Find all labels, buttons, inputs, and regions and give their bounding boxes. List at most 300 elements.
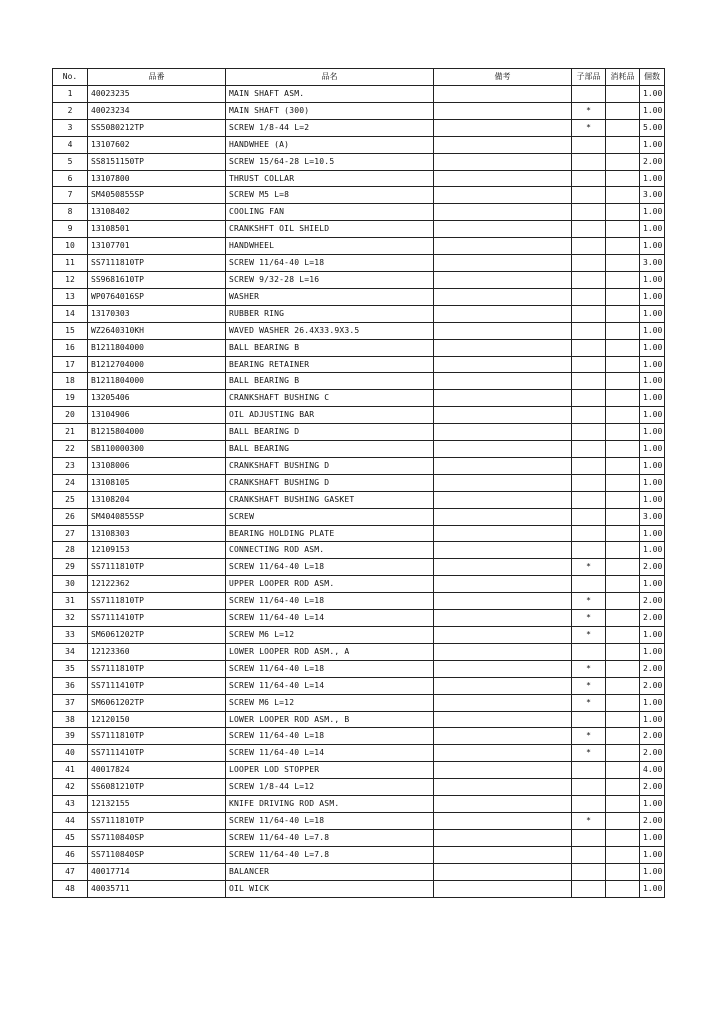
sub-part-mark (572, 474, 606, 491)
part-name: LOOPER LOD STOPPER (226, 762, 434, 779)
row-number: 32 (53, 610, 88, 627)
table-row (53, 407, 665, 424)
table-row (53, 846, 665, 863)
part-name: SCREW M5 L=8 (226, 187, 434, 204)
remarks-cell (434, 610, 572, 627)
table-row (53, 812, 665, 829)
remarks-cell (434, 339, 572, 356)
table-row (53, 474, 665, 491)
consumable-mark (606, 610, 640, 627)
part-number: 13104906 (88, 407, 226, 424)
row-number: 31 (53, 593, 88, 610)
part-number: SS8151150TP (88, 153, 226, 170)
row-number: 40 (53, 745, 88, 762)
sub-part-mark (572, 762, 606, 779)
row-number: 26 (53, 508, 88, 525)
remarks-cell (434, 812, 572, 829)
sub-part-mark (572, 643, 606, 660)
remarks-cell (434, 407, 572, 424)
table-row (53, 339, 665, 356)
consumable-mark (606, 796, 640, 813)
row-number: 22 (53, 441, 88, 458)
part-number: WZ2640310KH (88, 322, 226, 339)
row-number: 47 (53, 863, 88, 880)
remarks-cell (434, 542, 572, 559)
table-row (53, 593, 665, 610)
sub-part-mark (572, 711, 606, 728)
table-row (53, 424, 665, 441)
sub-part-mark (572, 846, 606, 863)
table-row (53, 221, 665, 238)
part-name: WASHER (226, 288, 434, 305)
sub-part-mark (572, 508, 606, 525)
part-name: SCREW 1/8-44 L=12 (226, 779, 434, 796)
part-name: SCREW 11/64-40 L=18 (226, 812, 434, 829)
parts-table (52, 68, 665, 898)
consumable-mark (606, 508, 640, 525)
header-consumable: 消耗品 (606, 69, 640, 86)
quantity: 1.00 (640, 305, 665, 322)
row-number: 37 (53, 694, 88, 711)
quantity: 1.00 (640, 424, 665, 441)
quantity: 1.00 (640, 627, 665, 644)
header-sub-part: 子部品 (572, 69, 606, 86)
consumable-mark (606, 390, 640, 407)
remarks-cell (434, 457, 572, 474)
part-number: SM4050855SP (88, 187, 226, 204)
row-number: 48 (53, 880, 88, 897)
part-name: BEARING HOLDING PLATE (226, 525, 434, 542)
sub-part-mark: * (572, 728, 606, 745)
part-number: SS5080212TP (88, 119, 226, 136)
row-number: 4 (53, 136, 88, 153)
part-name: BALANCER (226, 863, 434, 880)
table-row (53, 119, 665, 136)
sub-part-mark (572, 880, 606, 897)
sub-part-mark (572, 491, 606, 508)
quantity: 1.00 (640, 407, 665, 424)
row-number: 1 (53, 86, 88, 103)
row-number: 21 (53, 424, 88, 441)
quantity: 1.00 (640, 880, 665, 897)
table-row (53, 745, 665, 762)
row-number: 6 (53, 170, 88, 187)
sub-part-mark (572, 187, 606, 204)
consumable-mark (606, 863, 640, 880)
part-number: 13205406 (88, 390, 226, 407)
sub-part-mark (572, 390, 606, 407)
part-number: WP0764016SP (88, 288, 226, 305)
part-number: SS7111810TP (88, 593, 226, 610)
row-number: 16 (53, 339, 88, 356)
part-number: 13108501 (88, 221, 226, 238)
part-number: 12132155 (88, 796, 226, 813)
part-number: 12120150 (88, 711, 226, 728)
part-name: SCREW 11/64-40 L=18 (226, 255, 434, 272)
quantity: 1.00 (640, 390, 665, 407)
consumable-mark (606, 339, 640, 356)
quantity: 1.00 (640, 525, 665, 542)
consumable-mark (606, 846, 640, 863)
quantity: 1.00 (640, 221, 665, 238)
row-number: 30 (53, 576, 88, 593)
sub-part-mark: * (572, 119, 606, 136)
consumable-mark (606, 255, 640, 272)
remarks-cell (434, 373, 572, 390)
quantity: 1.00 (640, 863, 665, 880)
sub-part-mark (572, 271, 606, 288)
part-name: UPPER LOOPER ROD ASM. (226, 576, 434, 593)
header-qty: 個数 (640, 69, 665, 86)
sub-part-mark (572, 322, 606, 339)
row-number: 23 (53, 457, 88, 474)
part-name: SCREW M6 L=12 (226, 694, 434, 711)
part-number: 13108204 (88, 491, 226, 508)
remarks-cell (434, 238, 572, 255)
part-name: SCREW 1/8-44 L=2 (226, 119, 434, 136)
sub-part-mark: * (572, 593, 606, 610)
sub-part-mark (572, 170, 606, 187)
part-number: SS7111810TP (88, 812, 226, 829)
table-row (53, 576, 665, 593)
remarks-cell (434, 170, 572, 187)
part-number: SS7111810TP (88, 660, 226, 677)
table-row (53, 187, 665, 204)
row-number: 5 (53, 153, 88, 170)
consumable-mark (606, 525, 640, 542)
row-number: 42 (53, 779, 88, 796)
consumable-mark (606, 305, 640, 322)
remarks-cell (434, 356, 572, 373)
remarks-cell (434, 187, 572, 204)
sub-part-mark (572, 305, 606, 322)
quantity: 5.00 (640, 119, 665, 136)
row-number: 39 (53, 728, 88, 745)
part-name: SCREW 11/64-40 L=18 (226, 728, 434, 745)
part-number: SS7111810TP (88, 728, 226, 745)
part-name: BALL BEARING D (226, 424, 434, 441)
table-row (53, 457, 665, 474)
row-number: 9 (53, 221, 88, 238)
consumable-mark (606, 153, 640, 170)
quantity: 1.00 (640, 170, 665, 187)
row-number: 8 (53, 204, 88, 221)
sub-part-mark (572, 136, 606, 153)
sub-part-mark: * (572, 694, 606, 711)
part-name: SCREW 9/32-28 L=16 (226, 271, 434, 288)
row-number: 12 (53, 271, 88, 288)
row-number: 35 (53, 660, 88, 677)
row-number: 33 (53, 627, 88, 644)
row-number: 34 (53, 643, 88, 660)
quantity: 1.00 (640, 491, 665, 508)
remarks-cell (434, 711, 572, 728)
table-row (53, 542, 665, 559)
remarks-cell (434, 846, 572, 863)
row-number: 28 (53, 542, 88, 559)
quantity: 1.00 (640, 204, 665, 221)
row-number: 14 (53, 305, 88, 322)
table-row (53, 305, 665, 322)
consumable-mark (606, 457, 640, 474)
part-number: SS6081210TP (88, 779, 226, 796)
quantity: 1.00 (640, 339, 665, 356)
remarks-cell (434, 576, 572, 593)
remarks-cell (434, 491, 572, 508)
quantity: 2.00 (640, 779, 665, 796)
remarks-cell (434, 441, 572, 458)
row-number: 7 (53, 187, 88, 204)
consumable-mark (606, 593, 640, 610)
consumable-mark (606, 102, 640, 119)
quantity: 1.00 (640, 829, 665, 846)
table-row (53, 796, 665, 813)
part-number: 13108105 (88, 474, 226, 491)
quantity: 1.00 (640, 86, 665, 103)
part-number: 12109153 (88, 542, 226, 559)
remarks-cell (434, 119, 572, 136)
consumable-mark (606, 829, 640, 846)
quantity: 1.00 (640, 643, 665, 660)
table-row (53, 863, 665, 880)
part-name: BEARING RETAINER (226, 356, 434, 373)
consumable-mark (606, 880, 640, 897)
table-row (53, 762, 665, 779)
parts-list-page (52, 68, 664, 898)
quantity: 2.00 (640, 745, 665, 762)
remarks-cell (434, 829, 572, 846)
consumable-mark (606, 288, 640, 305)
sub-part-mark (572, 356, 606, 373)
remarks-cell (434, 255, 572, 272)
part-number: SM6061202TP (88, 627, 226, 644)
table-row (53, 559, 665, 576)
sub-part-mark (572, 779, 606, 796)
consumable-mark (606, 441, 640, 458)
part-name: BALL BEARING B (226, 373, 434, 390)
part-name: HANDWHEEL (226, 238, 434, 255)
part-number: SS9681610TP (88, 271, 226, 288)
consumable-mark (606, 221, 640, 238)
consumable-mark (606, 627, 640, 644)
part-number: 13108402 (88, 204, 226, 221)
consumable-mark (606, 407, 640, 424)
sub-part-mark (572, 441, 606, 458)
sub-part-mark (572, 255, 606, 272)
part-number: 13107602 (88, 136, 226, 153)
row-number: 25 (53, 491, 88, 508)
part-number: SS7111810TP (88, 559, 226, 576)
sub-part-mark (572, 86, 606, 103)
part-name: OIL ADJUSTING BAR (226, 407, 434, 424)
table-row (53, 610, 665, 627)
part-name: SCREW 11/64-40 L=14 (226, 610, 434, 627)
remarks-cell (434, 102, 572, 119)
sub-part-mark: * (572, 610, 606, 627)
row-number: 11 (53, 255, 88, 272)
part-name: SCREW 11/64-40 L=7.8 (226, 829, 434, 846)
part-number: SS7110840SP (88, 829, 226, 846)
sub-part-mark (572, 339, 606, 356)
part-number: SS7110840SP (88, 846, 226, 863)
row-number: 3 (53, 119, 88, 136)
remarks-cell (434, 305, 572, 322)
sub-part-mark (572, 238, 606, 255)
row-number: 36 (53, 677, 88, 694)
consumable-mark (606, 745, 640, 762)
part-name: CRANKSHAFT BUSHING D (226, 457, 434, 474)
part-number: 12122362 (88, 576, 226, 593)
table-row (53, 508, 665, 525)
part-name: SCREW (226, 508, 434, 525)
row-number: 19 (53, 390, 88, 407)
part-number: 40035711 (88, 880, 226, 897)
sub-part-mark: * (572, 559, 606, 576)
part-number: 40023234 (88, 102, 226, 119)
consumable-mark (606, 86, 640, 103)
part-number: SS7111810TP (88, 255, 226, 272)
part-number: SM4040855SP (88, 508, 226, 525)
part-number: 13107701 (88, 238, 226, 255)
table-row (53, 711, 665, 728)
part-name: COOLING FAN (226, 204, 434, 221)
header-part-no: 品番 (88, 69, 226, 86)
part-name: BALL BEARING (226, 441, 434, 458)
row-number: 13 (53, 288, 88, 305)
quantity: 1.00 (640, 576, 665, 593)
remarks-cell (434, 288, 572, 305)
consumable-mark (606, 187, 640, 204)
remarks-cell (434, 136, 572, 153)
quantity: 3.00 (640, 508, 665, 525)
part-number: 13108006 (88, 457, 226, 474)
table-row (53, 102, 665, 119)
consumable-mark (606, 762, 640, 779)
sub-part-mark (572, 863, 606, 880)
table-row (53, 255, 665, 272)
quantity: 1.00 (640, 356, 665, 373)
consumable-mark (606, 373, 640, 390)
consumable-mark (606, 643, 640, 660)
row-number: 2 (53, 102, 88, 119)
remarks-cell (434, 221, 572, 238)
remarks-cell (434, 271, 572, 288)
table-row (53, 660, 665, 677)
quantity: 2.00 (640, 728, 665, 745)
table-row (53, 829, 665, 846)
quantity: 1.00 (640, 846, 665, 863)
remarks-cell (434, 779, 572, 796)
part-name: WAVED WASHER 26.4X33.9X3.5 (226, 322, 434, 339)
quantity: 2.00 (640, 610, 665, 627)
part-name: MAIN SHAFT (300) (226, 102, 434, 119)
remarks-cell (434, 86, 572, 103)
table-row (53, 880, 665, 897)
row-number: 10 (53, 238, 88, 255)
table-row (53, 238, 665, 255)
consumable-mark (606, 322, 640, 339)
part-number: 13107800 (88, 170, 226, 187)
part-number: SS7111410TP (88, 745, 226, 762)
row-number: 27 (53, 525, 88, 542)
table-row (53, 694, 665, 711)
sub-part-mark: * (572, 745, 606, 762)
quantity: 1.00 (640, 322, 665, 339)
header-no: No. (53, 69, 88, 86)
part-name: CRANKSHAFT BUSHING GASKET (226, 491, 434, 508)
table-row (53, 204, 665, 221)
table-row (53, 441, 665, 458)
part-name: THRUST COLLAR (226, 170, 434, 187)
quantity: 2.00 (640, 677, 665, 694)
remarks-cell (434, 863, 572, 880)
part-name: HANDWHEE (A) (226, 136, 434, 153)
row-number: 46 (53, 846, 88, 863)
quantity: 4.00 (640, 762, 665, 779)
part-name: KNIFE DRIVING ROD ASM. (226, 796, 434, 813)
quantity: 2.00 (640, 593, 665, 610)
sub-part-mark (572, 424, 606, 441)
sub-part-mark (572, 542, 606, 559)
sub-part-mark (572, 796, 606, 813)
table-row (53, 373, 665, 390)
remarks-cell (434, 660, 572, 677)
quantity: 1.00 (640, 136, 665, 153)
table-row (53, 627, 665, 644)
part-number: B1211804000 (88, 373, 226, 390)
consumable-mark (606, 271, 640, 288)
consumable-mark (606, 576, 640, 593)
consumable-mark (606, 728, 640, 745)
consumable-mark (606, 812, 640, 829)
sub-part-mark (572, 457, 606, 474)
part-name: SCREW 11/64-40 L=7.8 (226, 846, 434, 863)
remarks-cell (434, 762, 572, 779)
table-row (53, 170, 665, 187)
remarks-cell (434, 153, 572, 170)
remarks-cell (434, 643, 572, 660)
remarks-cell (434, 593, 572, 610)
part-name: RUBBER RING (226, 305, 434, 322)
sub-part-mark: * (572, 677, 606, 694)
quantity: 3.00 (640, 255, 665, 272)
sub-part-mark (572, 407, 606, 424)
part-name: SCREW 11/64-40 L=18 (226, 559, 434, 576)
part-number: 13108303 (88, 525, 226, 542)
sub-part-mark (572, 221, 606, 238)
quantity: 1.00 (640, 441, 665, 458)
row-number: 20 (53, 407, 88, 424)
sub-part-mark (572, 576, 606, 593)
part-number: 40017824 (88, 762, 226, 779)
quantity: 1.00 (640, 238, 665, 255)
consumable-mark (606, 119, 640, 136)
sub-part-mark (572, 153, 606, 170)
row-number: 45 (53, 829, 88, 846)
header-part-name: 品名 (226, 69, 434, 86)
consumable-mark (606, 711, 640, 728)
consumable-mark (606, 356, 640, 373)
sub-part-mark: * (572, 660, 606, 677)
part-name: CRANKSHFT OIL SHIELD (226, 221, 434, 238)
sub-part-mark (572, 525, 606, 542)
consumable-mark (606, 660, 640, 677)
table-row (53, 643, 665, 660)
part-name: LOWER LOOPER ROD ASM., A (226, 643, 434, 660)
table-body (53, 86, 665, 898)
remarks-cell (434, 627, 572, 644)
part-number: 40023235 (88, 86, 226, 103)
